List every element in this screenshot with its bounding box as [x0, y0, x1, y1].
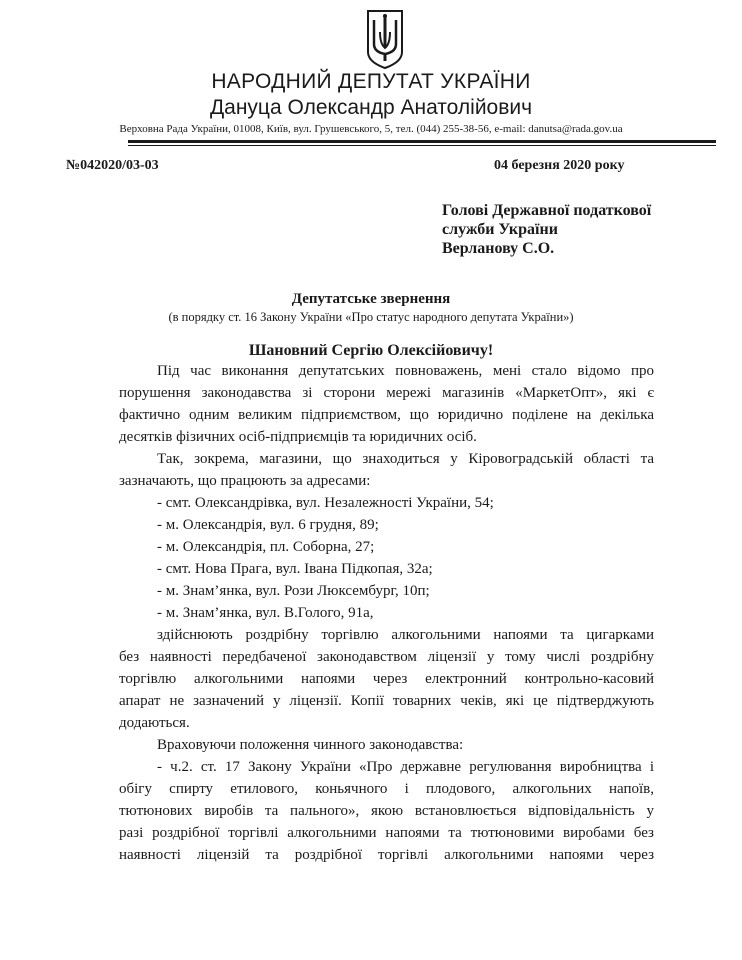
addressee-line: служби України: [442, 221, 558, 238]
body-line: десятків фізичних осіб-підприємців та юридичних осіб.: [119, 429, 477, 445]
header-divider-thick: [128, 140, 716, 143]
body-line: фактично одним великим підприємством, що юридично поділене на декілька: [119, 407, 654, 423]
header-divider-thin: [128, 145, 716, 146]
body-line: - ч.2. ст. 17 Закону України «Про державне регулювання виробництва і: [157, 759, 654, 775]
salutation: Шановний Сергію Олексійовичу!: [248, 342, 494, 359]
body-line: без наявності передбаченої законодавством ліцензії у тому числі роздрібну: [119, 649, 654, 665]
appeal-subtitle: (в порядку ст. 16 Закону України «Про статус народного депутата України»): [168, 310, 574, 324]
deputy-name: Дануца Олександр Анатолійович: [209, 96, 533, 119]
document-number: №042020/03-03: [66, 158, 159, 173]
body-line: додаються.: [119, 715, 190, 731]
body-line: Під час виконання депутатських повноважень, мені стало відомо про: [157, 363, 654, 379]
address-list-item: - м. Знам’янка, вул. В.Голого, 91а,: [157, 605, 374, 621]
body-line: зазначають, що працюють за адресами:: [119, 473, 371, 489]
tryzub-emblem-icon: [365, 8, 405, 70]
body-line: порушення законодавства зі сторони мережі магазинів «МаркетОпт», які є: [119, 385, 654, 401]
address-list-item: - смт. Олександрівка, вул. Незалежності України, 54;: [157, 495, 494, 511]
appeal-title: Депутатське звернення: [291, 291, 451, 307]
document-date: 04 березня 2020 року: [494, 158, 625, 173]
deputy-title: НАРОДНИЙ ДЕПУТАТ УКРАЇНИ: [211, 70, 531, 93]
body-line: апарат не зазначений у ліцензії. Копії товарних чеків, які це підтверджують: [119, 693, 654, 709]
addressee-block: [442, 201, 651, 258]
body-line: здійснюють роздрібну торгівлю алкогольними напоями та цигарками: [157, 627, 654, 643]
address-list-item: - смт. Нова Прага, вул. Івана Підкопая, 32а;: [157, 561, 433, 577]
address-list-item: - м. Знам’янка, вул. Рози Люксембург, 10п;: [157, 583, 430, 599]
body-line: наявності ліцензій та роздрібної торгівлі алкогольними напоями через: [119, 847, 654, 863]
addressee-line: Голові Державної податкової: [442, 202, 652, 219]
address-list-item: - м. Олександрія, вул. 6 грудня, 89;: [157, 517, 379, 533]
deputy-address: Верховна Рада України, 01008, Київ, вул. Грушевського, 5, тел. (044) 255-38-56, e-mail: danutsa@rada.gov.ua: [119, 123, 623, 135]
body-line: обігу спирту етилового, коньячного і плодового, алкогольних напоїв,: [119, 781, 654, 797]
body-line: Так, зокрема, магазини, що знаходиться у Кіровоградській області та: [157, 451, 654, 467]
address-list-item: - м. Олександрія, пл. Соборна, 27;: [157, 539, 375, 555]
body-line: Враховуючи положення чинного законодавства:: [157, 737, 464, 753]
letter-body: [119, 360, 654, 866]
body-line: разі роздрібної торгівлі алкогольними напоями та тютюновими виробами без: [119, 825, 654, 841]
addressee-line: Верланову С.О.: [442, 240, 555, 257]
body-line: торгівлю алкогольними напоями через електронний контрольно-касовий: [119, 671, 654, 687]
body-line: тютюнових виробів та пального», якою встановлюється відповідальність у: [119, 803, 654, 819]
